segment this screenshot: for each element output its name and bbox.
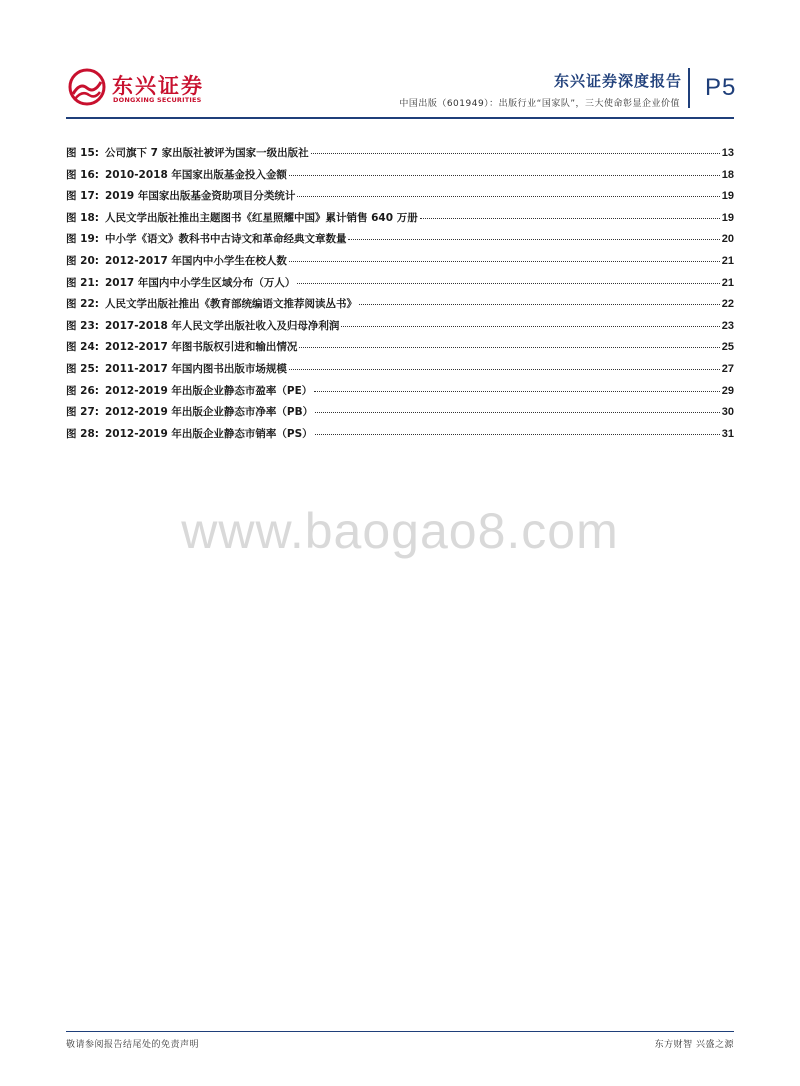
toc-entry[interactable] — [66, 210, 734, 232]
toc-entry[interactable] — [66, 361, 734, 383]
toc-entry[interactable] — [66, 253, 734, 275]
toc-figure-label: 图 26: — [66, 384, 99, 397]
toc-figure-label: 图 25: — [66, 362, 99, 375]
toc-figure-label: 图 17: — [66, 190, 99, 203]
toc-entry[interactable] — [66, 426, 734, 448]
header-divider — [688, 68, 690, 108]
toc-figure-label: 图 24: — [66, 341, 99, 354]
toc-entry[interactable] — [66, 318, 734, 340]
toc-figure-label: 图 27: — [66, 406, 99, 419]
toc-figure-title: 人民文学出版社推出主题图书《红星照耀中国》累计销售 640 万册 — [104, 211, 418, 224]
toc-figure-title: 公司旗下 7 家出版社被评为国家一级出版社 — [104, 147, 309, 159]
logo-mark-icon — [66, 68, 108, 106]
toc-entry[interactable] — [66, 167, 734, 189]
toc-entry[interactable] — [66, 296, 734, 318]
toc-figure-label: 图 15: — [66, 147, 99, 159]
toc-figure-title: 中小学《语文》教科书中古诗文和革命经典文章数量 — [104, 233, 347, 246]
toc-figure-title: 2019 年国家出版基金资助项目分类统计 — [104, 190, 296, 203]
toc-page-number: 25 — [721, 341, 734, 354]
figure-index — [66, 145, 734, 447]
toc-page-number: 29 — [721, 384, 734, 397]
toc-page-number: 13 — [721, 147, 734, 159]
toc-page-number: 21 — [721, 254, 734, 267]
logo-text-cn: 东兴证券 — [112, 74, 204, 98]
footer-slogan: 东方财智 兴盛之源 — [654, 1040, 734, 1050]
company-logo — [66, 68, 204, 108]
toc-dot-leader — [297, 283, 719, 284]
toc-figure-label: 图 28: — [66, 427, 99, 440]
toc-figure-title: 2012-2017 年国内中小学生在校人数 — [104, 254, 287, 267]
toc-dot-leader — [289, 175, 720, 176]
toc-page-number: 20 — [721, 233, 734, 246]
toc-figure-title: 2017-2018 年人民文学出版社收入及归母净利润 — [104, 319, 340, 332]
toc-dot-leader — [420, 218, 720, 219]
toc-dot-leader — [297, 196, 719, 197]
toc-entry[interactable] — [66, 404, 734, 426]
toc-page-number: 19 — [721, 211, 734, 224]
toc-dot-leader — [315, 434, 720, 435]
toc-figure-label: 图 21: — [66, 276, 99, 289]
toc-figure-title: 2012-2017 年图书版权引进和输出情况 — [104, 341, 298, 354]
toc-figure-label: 图 18: — [66, 211, 99, 224]
toc-dot-leader — [314, 391, 719, 392]
toc-page-number: 30 — [721, 406, 734, 419]
toc-entry[interactable] — [66, 188, 734, 210]
watermark: www.baogao8.com — [181, 503, 619, 559]
toc-page-number: 21 — [721, 276, 734, 289]
toc-figure-title: 2017 年国内中小学生区域分布（万人） — [104, 276, 296, 289]
toc-figure-label: 图 20: — [66, 254, 99, 267]
toc-figure-label: 图 23: — [66, 319, 99, 332]
toc-figure-label: 图 16: — [66, 168, 99, 181]
header-rule — [66, 117, 734, 119]
footer-disclaimer: 敬请参阅报告结尾处的免责声明 — [66, 1040, 200, 1050]
toc-figure-title: 人民文学出版社推出《教育部统编语文推荐阅读丛书》 — [104, 298, 357, 311]
toc-page-number: 31 — [721, 427, 734, 440]
toc-page-number: 18 — [721, 168, 734, 181]
toc-figure-title: 2012-2019 年出版企业静态市盈率（PE） — [104, 384, 313, 397]
toc-entry[interactable] — [66, 383, 734, 405]
toc-figure-label: 图 22: — [66, 298, 99, 311]
toc-page-number: 22 — [721, 298, 734, 311]
toc-entry[interactable] — [66, 339, 734, 361]
footer-rule — [66, 1031, 734, 1032]
toc-dot-leader — [289, 261, 720, 262]
toc-dot-leader — [299, 347, 719, 348]
toc-dot-leader — [359, 304, 720, 305]
toc-figure-title: 2011-2017 年国内图书出版市场规模 — [104, 362, 287, 375]
report-subtitle: 中国出版（601949）：出版行业“国家队”，三大使命彰显企业价值 — [399, 99, 680, 109]
page-header — [0, 0, 800, 125]
toc-dot-leader — [341, 326, 719, 327]
toc-figure-label: 图 19: — [66, 233, 99, 246]
report-type: 东兴证券深度报告 — [553, 72, 682, 90]
toc-dot-leader — [289, 369, 720, 370]
logo-text-en: DONGXING SECURITIES — [113, 96, 202, 104]
page-number: P5 — [705, 74, 737, 101]
toc-page-number: 27 — [721, 362, 734, 375]
toc-dot-leader — [348, 239, 719, 240]
toc-entry[interactable] — [66, 145, 734, 167]
toc-figure-title: 2010-2018 年国家出版基金投入金额 — [104, 168, 287, 181]
toc-dot-leader — [311, 153, 720, 154]
toc-entry[interactable] — [66, 231, 734, 253]
toc-entry[interactable] — [66, 275, 734, 297]
toc-figure-title: 2012-2019 年出版企业静态市销率（PS） — [104, 427, 313, 440]
toc-dot-leader — [315, 412, 720, 413]
toc-page-number: 23 — [721, 319, 734, 332]
toc-page-number: 19 — [721, 190, 734, 203]
toc-figure-title: 2012-2019 年出版企业静态市净率（PB） — [104, 406, 314, 419]
